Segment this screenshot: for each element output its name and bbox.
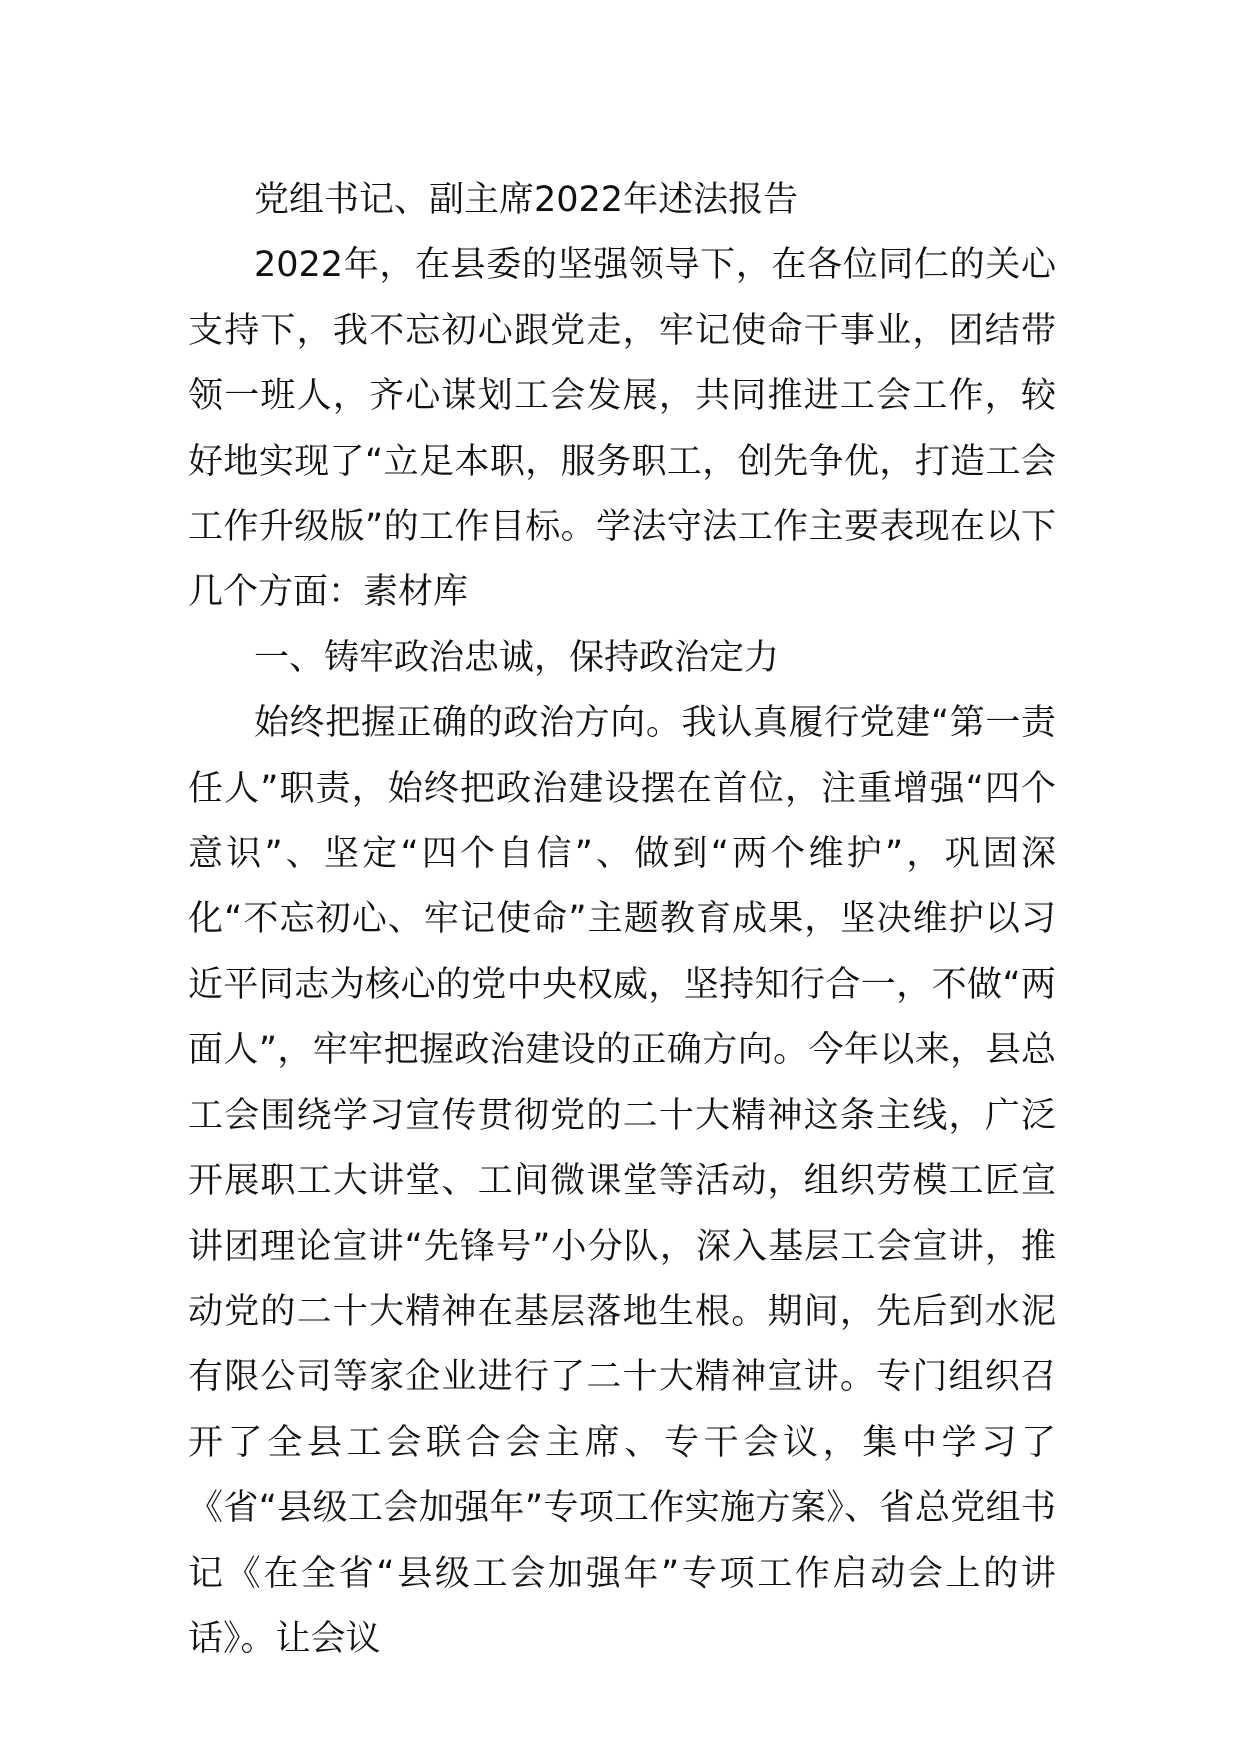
section-paragraph: 始终把握正确的政治方向。我认真履行党建“第一责任人”职责，始终把政治建设摆在首位，注重增强“四个意识”、坚定“四个自信”、做到“两个维护”，巩固深化“不忘初心、牢记使命”主题教育成果，坚决维护以习近平同志为核心的党中央权威，坚持知行合一，不做“两面人”，牢牢把握政治建设的正确方向。今年以来，县总工会围绕学习宣传贯彻党的二十大精神这条主线，广泛开展职工大讲堂、工间微课堂等活动，组织劳模工匠宣讲团理论宣讲“先锋号”小分队，深入基层工会宣讲，推动党的二十大精神在基层落地生根。期间，先后到水泥有限公司等家企业进行了二十大精神宣讲。专门组织召开了全县工会联合会主席、专干会议，集中学习了《省“县级工会加强年”专项工作实施方案》、省总党组书记《在全省“县级工会加强年”专项工作启动会上的讲话》。让会议 [188, 703, 1056, 1659]
section-heading: 一、铸牢政治忠诚，保持政治定力 [254, 637, 780, 678]
intro-paragraph: 2022年，在县委的坚强领导下，在各位同仁的关心支持下，我不忘初心跟党走，牢记使命干事业，团结带领一班人，齐心谋划工会发展，共同推进工会工作，较好地实现了“立足本职，服务职工，创先争优，打造工会工作升级版”的工作目标。学法守法工作主要表现在以下几个方面：素材库 [188, 245, 1056, 613]
document-title: 党组书记、副主席2022年述法报告 [254, 180, 799, 220]
document-body [188, 168, 1056, 1672]
